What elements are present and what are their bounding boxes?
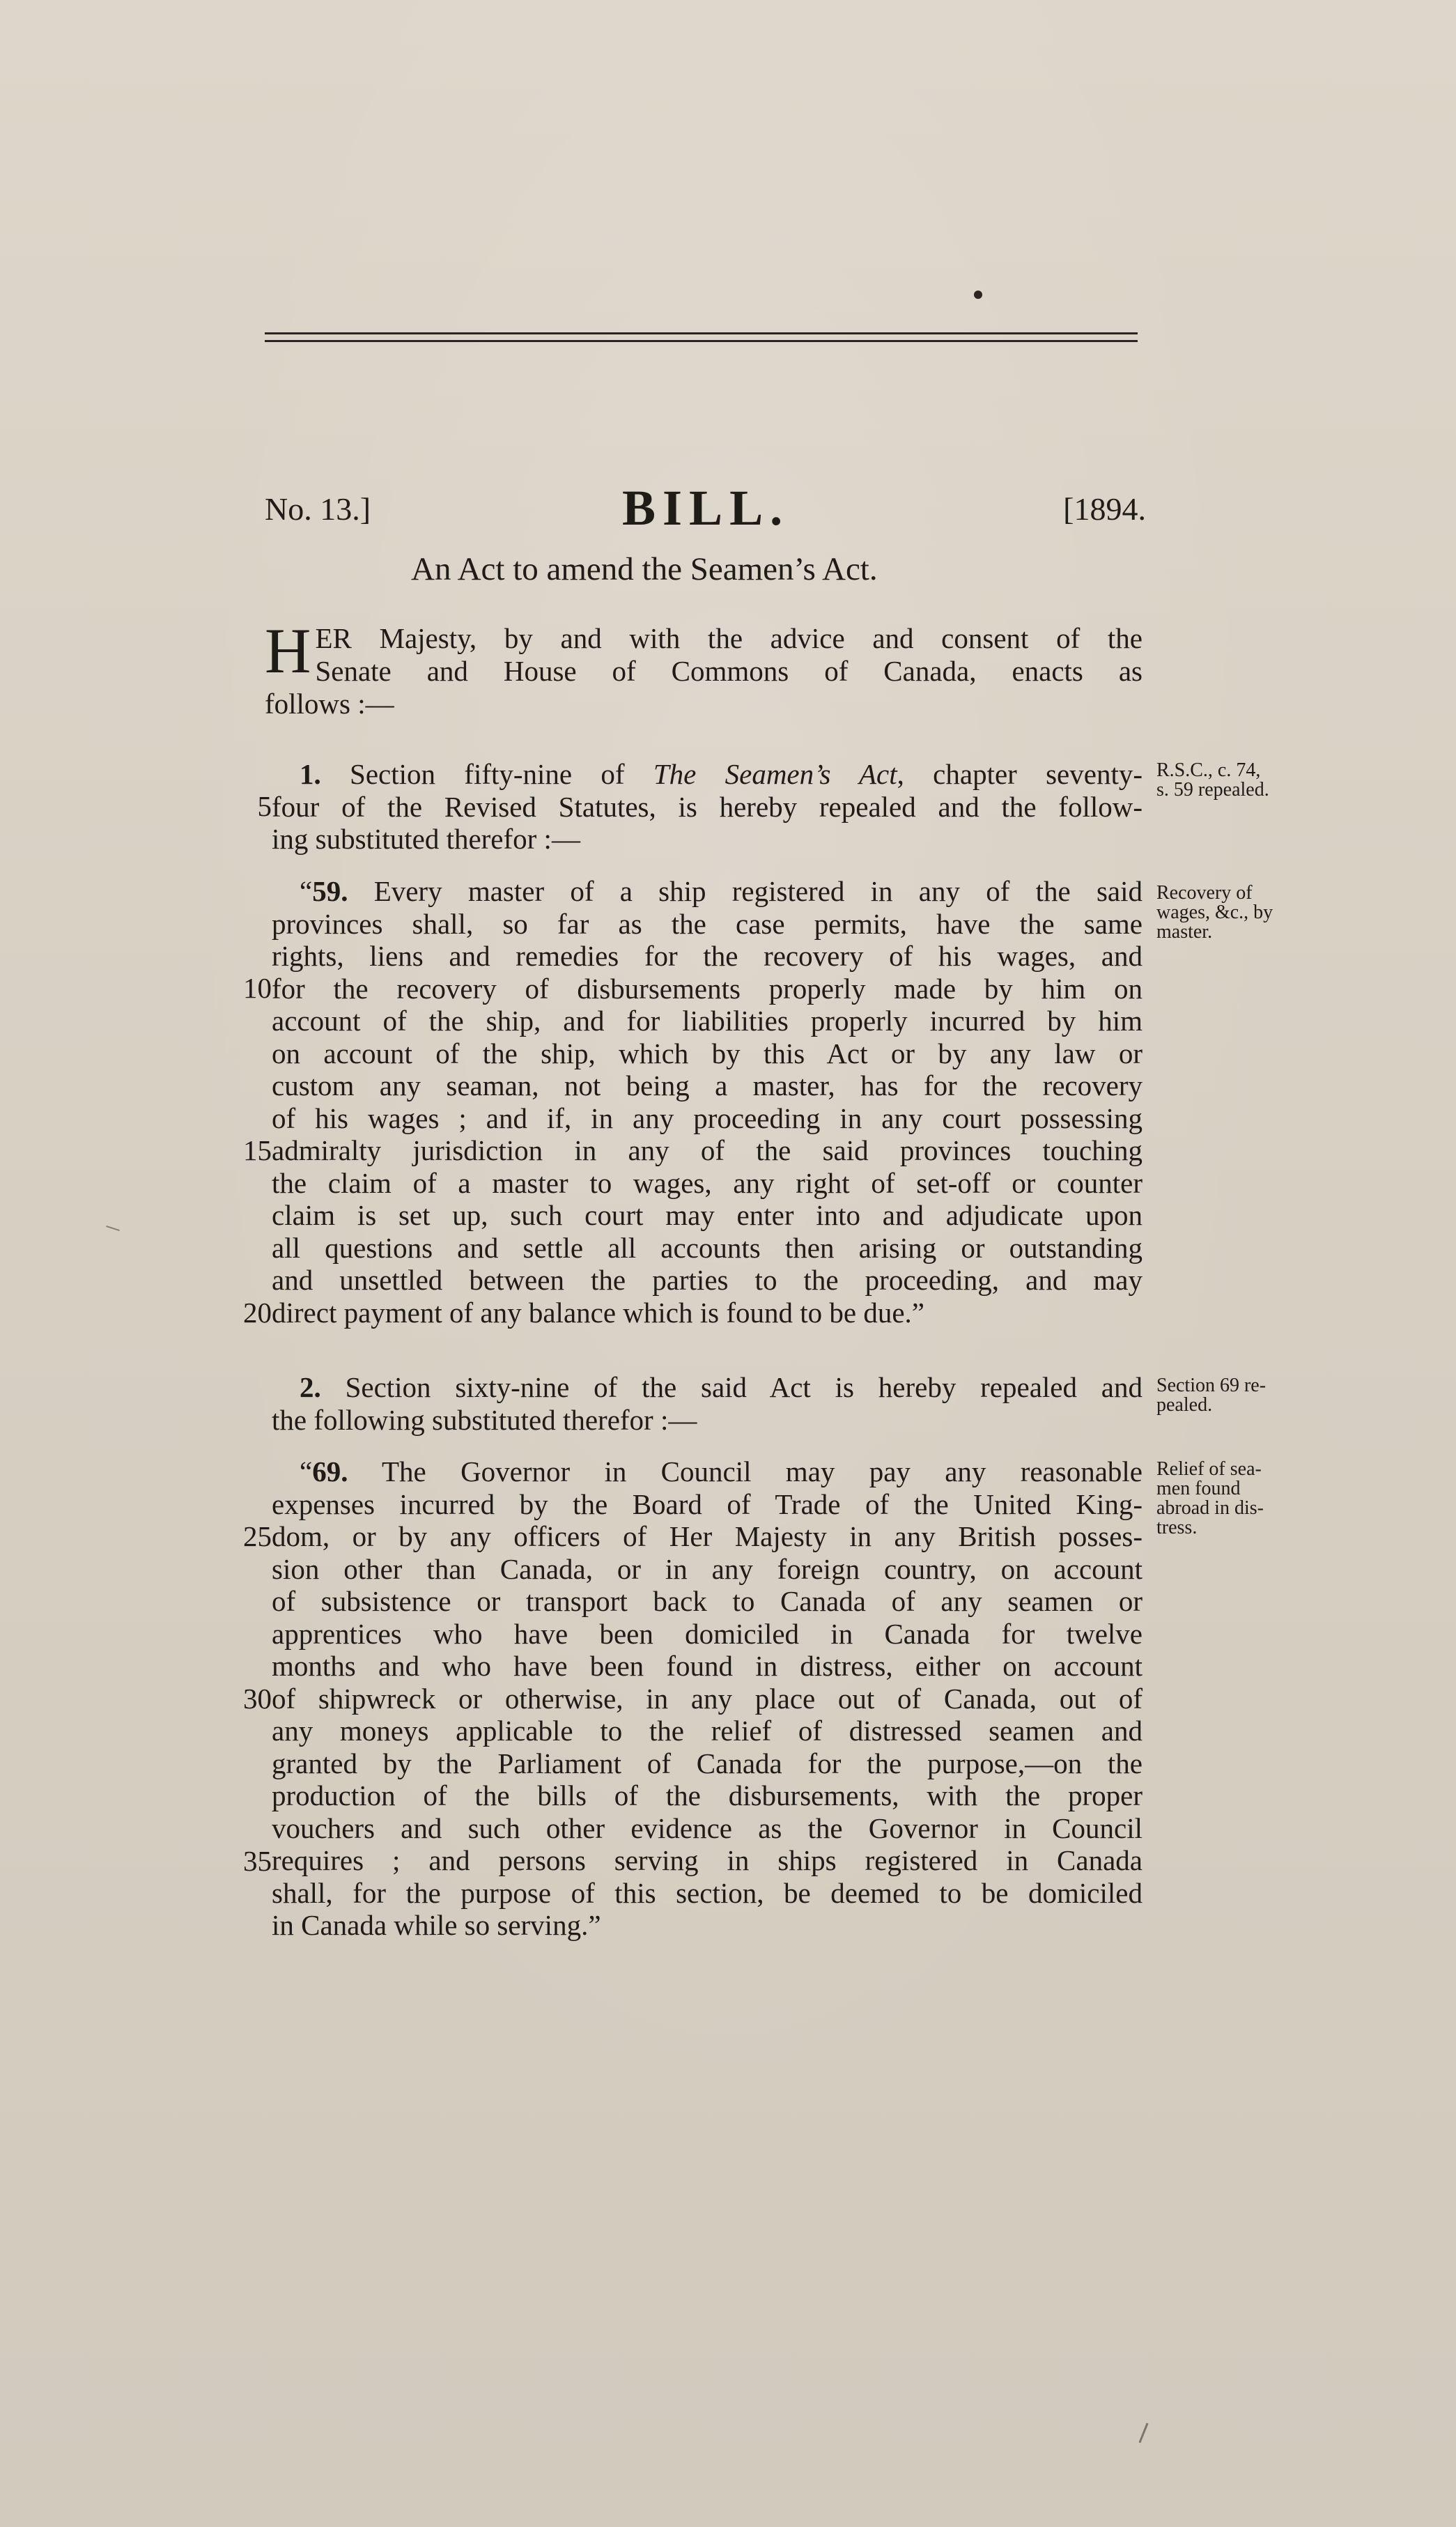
section-59-line: and unsettled between the parties to the proceeding, and may (272, 1264, 1143, 1296)
section-1-line: four of the Revised Statutes, is hereby repealed and the follow- (272, 790, 1143, 823)
paper-mark (1138, 2423, 1148, 2443)
preamble (265, 615, 1143, 720)
section-59 (272, 875, 1143, 1329)
dropcap: H (265, 615, 311, 686)
act-title: An Act to amend the Seamen’s Act. (411, 551, 878, 587)
ink-speck (974, 291, 982, 299)
preamble-line: Senate and House of Commons of Canada, enacts as (315, 655, 1143, 687)
section-59-line: claim is set up, such court may enter into and adjudicate upon (272, 1199, 1143, 1231)
margin-note-section-59: Recovery of wages, &c., by master. (1156, 882, 1273, 943)
section-69-line: apprentices who have been domiciled in Canada for twelve (272, 1617, 1143, 1650)
section-59-line: all questions and settle all accounts then arising or outstanding (272, 1231, 1143, 1264)
bill-header (265, 481, 1146, 543)
section-59-line: of his wages ; and if, in any proceeding in any court possessing (272, 1102, 1143, 1134)
section-59-line: custom any seaman, not being a master, has for the recovery (272, 1069, 1143, 1102)
line-number: 15 (243, 1134, 272, 1166)
section-69-line: months and who have been found in distress, either on account (272, 1650, 1143, 1682)
section-number: 1. (300, 758, 321, 790)
section-59-line: “59. Every master of a ship registered in any of the said (300, 875, 1143, 907)
section-69-line: sion other than Canada, or in any foreign country, on account (272, 1552, 1143, 1585)
bill-year: [1894. (1063, 491, 1146, 527)
section-2 (272, 1371, 1143, 1436)
header-double-rule (265, 332, 1138, 342)
section-1 (272, 758, 1143, 856)
line-number: 5 (257, 790, 272, 822)
bill-number: No. 13.] (265, 491, 371, 527)
line-number: 30 (243, 1683, 272, 1715)
section-59-line: the claim of a master to wages, any right of set-off or counter (272, 1166, 1143, 1199)
section-69-line: requires ; and persons serving in ships registered in Canada (272, 1844, 1143, 1876)
section-1-line: ing substituted therefor :— (272, 823, 580, 855)
section-59-line: rights, liens and remedies for the recovery of his wages, and (272, 940, 1143, 972)
section-59-line: provinces shall, so far as the case permits, have the same (272, 907, 1143, 940)
section-69-line: dom, or by any officers of Her Majesty in any British posses- (272, 1520, 1143, 1552)
paper-mark (106, 1226, 120, 1231)
section-69-line: any moneys applicable to the relief of distressed seamen and (272, 1715, 1143, 1747)
section-59-line: direct payment of any balance which is found to be due.” (272, 1296, 924, 1329)
section-69 (272, 1455, 1143, 1942)
line-number: 35 (243, 1845, 272, 1877)
section-69-line: production of the bills of the disbursements, with the proper (272, 1779, 1143, 1811)
section-59-line: on account of the ship, which by this Act or by any law or (272, 1037, 1143, 1069)
section-69-line: of shipwreck or otherwise, in any place out of Canada, out of (272, 1682, 1143, 1715)
section-69-line: expenses incurred by the Board of Trade of the United King- (272, 1487, 1143, 1520)
margin-note-section-2: Section 69 re- pealed. (1156, 1375, 1267, 1416)
act-name: The Seamen’s Act (653, 758, 897, 790)
margin-note-section-1: R.S.C., c. 74, s. 59 repealed. (1156, 759, 1269, 801)
preamble-line: ER Majesty, by and with the advice and consent of the (315, 622, 1143, 654)
section-number: 59. (312, 875, 348, 907)
bill-heading: BILL. (622, 480, 790, 536)
section-number: 69. (312, 1455, 348, 1487)
section-69-line: granted by the Parliament of Canada for the purpose,—on the (272, 1747, 1143, 1779)
section-69-line: vouchers and such other evidence as the Governor in Council (272, 1811, 1143, 1844)
section-2-line: the following substituted therefor :— (272, 1403, 697, 1436)
section-59-line: admiralty jurisdiction in any of the said provinces touching (272, 1134, 1143, 1166)
section-69-line: of subsistence or transport back to Canada of any seamen or (272, 1585, 1143, 1617)
margin-note-section-69: Relief of sea- men found abroad in dis- tress. (1156, 1458, 1264, 1538)
line-number: 20 (243, 1297, 272, 1329)
section-59-line: account of the ship, and for liabilities properly incurred by him (272, 1005, 1143, 1037)
line-number: 10 (243, 972, 272, 1004)
section-1-line: 1. Section fifty-nine of The Seamen’s Act, chapter seventy- (300, 758, 1143, 790)
section-69-line: shall, for the purpose of this section, be deemed to be domiciled (272, 1876, 1143, 1909)
line-number: 25 (243, 1520, 272, 1552)
section-2-line: 2. Section sixty-nine of the said Act is hereby repealed and (300, 1371, 1143, 1403)
preamble-line: follows :— (265, 688, 394, 720)
section-69-line: “69. The Governor in Council may pay any reasonable (300, 1455, 1143, 1487)
section-69-line: in Canada while so serving.” (272, 1909, 601, 1941)
section-59-line: for the recovery of disbursements properly made by him on (272, 972, 1143, 1005)
section-number: 2. (300, 1371, 321, 1403)
